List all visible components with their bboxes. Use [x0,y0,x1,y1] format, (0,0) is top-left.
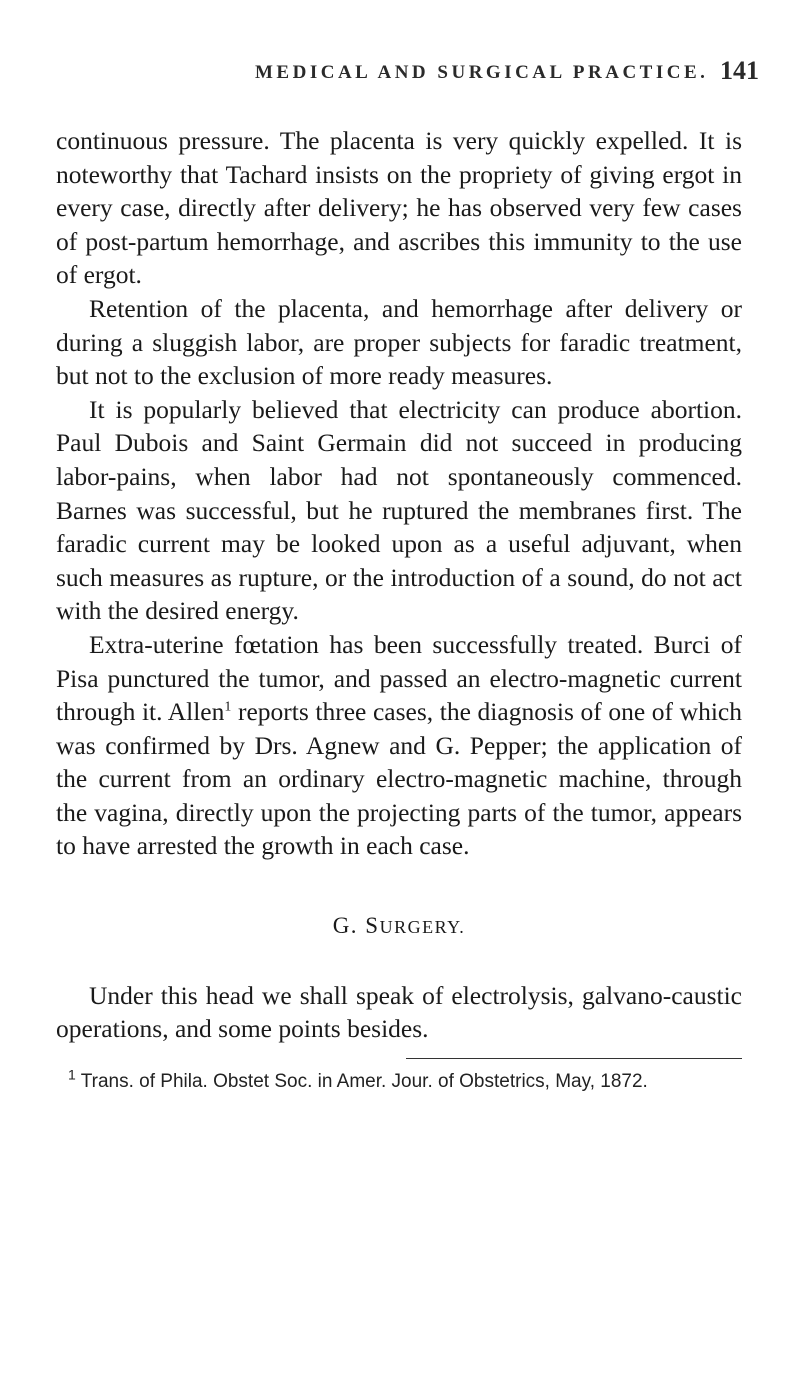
section-heading [56,909,742,945]
footnote-text: Trans. of Phila. Obstet Soc. in Amer. Jour. of Obstetrics, May, 1872. [75,1070,648,1092]
section-heading-prefix: G. S [332,913,380,939]
footnote-reference: 1 [224,699,232,715]
paragraph-1: continuous pressure. The placenta is very quickly expelled. It is noteworthy that Tachard insists on the propriety of giving ergot in every case, directly after delivery; he has observed very few cases of post-partum hemorrhage, and ascribes this immunity to the use of ergot. [56,126,742,290]
footnote-mark: 1 [68,1066,76,1083]
paragraph-4-text-b: reports three cases, the diagnosis of one of which was confirmed by Drs. Agnew and G. Pepper; the application of the current from an ordinary electro-magnetic machine, through the vagina, directly upon the projecting parts of the tumor, appears to have arrested the growth in each case. [56,697,742,861]
paragraph-2: Retention of the placenta, and hemorrhage after delivery or during a sluggish labor, are proper subjects for faradic treatment, but not to the exclusion of more ready measures. [56,293,742,391]
page-header [0,56,800,96]
paragraph-4 [56,628,742,863]
paragraph-4-text-a: Extra-uterine fœtation has been successfully treated. Burci of Pisa punctured the tumor, and passed an electro-magnetic current through it. Allen [56,629,742,727]
page-number: 141 [720,56,759,85]
section-paragraph: Under this head we shall speak of electrolysis, galvano-caustic operations, and some points besides. [56,980,742,1044]
paragraph-3: It is popularly believed that electricity can produce abortion. Paul Dubois and Saint Germain did not succeed in producing labor-pains, when labor had not spontaneously commenced. Barnes was successful, but he ruptured the membranes first. The faradic current may be looked upon as a useful adjuvant, when such measures as rupture, or the introduction of a sound, do not act with the desired energy. [56,394,742,626]
section-heading-rest: URGERY. [379,917,466,938]
body-text [56,124,742,1095]
running-head: MEDICAL AND SURGICAL PRACTICE. [255,62,709,83]
footnote [56,1066,742,1095]
footnote-rule [406,1058,742,1059]
